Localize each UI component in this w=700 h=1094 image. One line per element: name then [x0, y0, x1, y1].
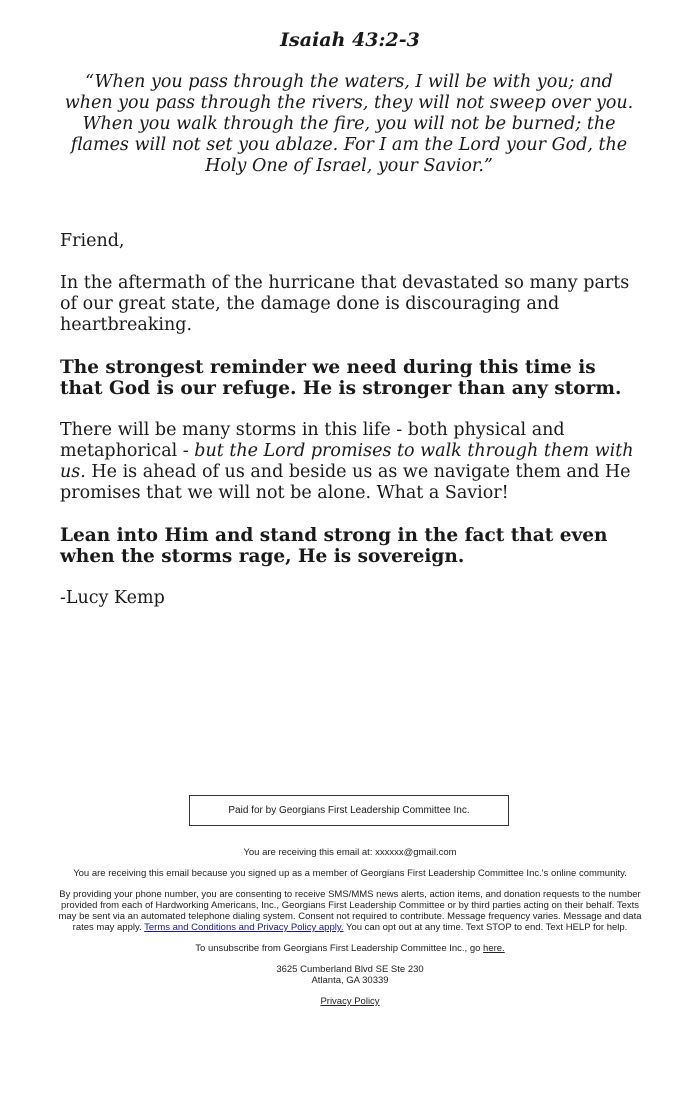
sms-consent-text — [55, 889, 645, 933]
bold-statement-sovereign: Lean into Him and stand strong in the fact that even when the storms rage, He is sovereign. — [60, 525, 608, 567]
paid-for-text: Paid for by Georgians First Leadership Committee Inc. — [228, 805, 470, 816]
terms-privacy-link[interactable]: Terms and Conditions and Privacy Policy apply. — [144, 922, 344, 933]
address-line-1: 3625 Cumberland Blvd SE Ste 230 — [276, 964, 424, 975]
privacy-policy-line — [55, 996, 645, 1007]
unsubscribe-line — [55, 943, 645, 954]
paragraph-storms — [60, 420, 642, 504]
sms-consent-after: You can opt out at any time. Text STOP to end. Text HELP for help. — [343, 922, 628, 933]
verse-reference: Isaiah 43:2-3 — [280, 29, 420, 51]
sms-consent-body: By providing your phone number, you are consenting to receive SMS/MMS news alerts, action items, and donation requests to the number provided from each of Hardworking Americans, Inc., Georgians First Leadership Committee or by third parties acting on their behalf. Texts may be sent via an automated telephone dialing system. Consent not required to contribute. Message frequency varies. Message and data rates may apply. — [58, 889, 642, 933]
signature: -Lucy Kemp — [60, 588, 165, 608]
unsubscribe-link[interactable]: here. — [483, 943, 505, 954]
mailing-address — [55, 964, 645, 986]
greeting: Friend, — [60, 231, 125, 251]
paragraph-storms-start: There will be many storms in this life - both physical and metaphorical - — [60, 420, 565, 461]
paragraph-storms-end: He is ahead of us and beside us as we navigate them and He promises that we will not be alone. What a Savior! — [60, 462, 631, 503]
paragraph-storms-italic: but the Lord promises to walk through them with us. — [60, 441, 634, 482]
paragraph-aftermath: In the aftermath of the hurricane that devastated so many parts of our great state, the damage done is discouraging and heartbreaking. — [60, 273, 630, 335]
unsubscribe-text: To unsubscribe from Georgians First Leadership Committee Inc., go — [195, 943, 484, 954]
signup-reason-line: You are receiving this email because you signed up as a member of Georgians First Leadership Committee Inc.'s online community. — [73, 868, 627, 879]
letter-body — [60, 231, 642, 630]
email-footer — [55, 847, 645, 1017]
receiving-email-line: You are receiving this email at: xxxxxx@gmail.com — [243, 847, 457, 858]
bold-statement-refuge: The strongest reminder we need during this time is that God is our refuge. He is stronger than any storm. — [60, 357, 622, 399]
paid-for-disclaimer-box — [189, 795, 509, 826]
address-line-2: Atlanta, GA 30339 — [311, 975, 389, 986]
verse-quote: “When you pass through the waters, I will be with you; and when you pass through the rivers, they will not sweep over you. When you walk through the fire, you will not be burned; the flames will not set you ablaze. For I am the Lord your God, the Holy One of Israel, your Savior.” — [64, 72, 634, 176]
privacy-policy-link[interactable]: Privacy Policy — [320, 996, 380, 1007]
